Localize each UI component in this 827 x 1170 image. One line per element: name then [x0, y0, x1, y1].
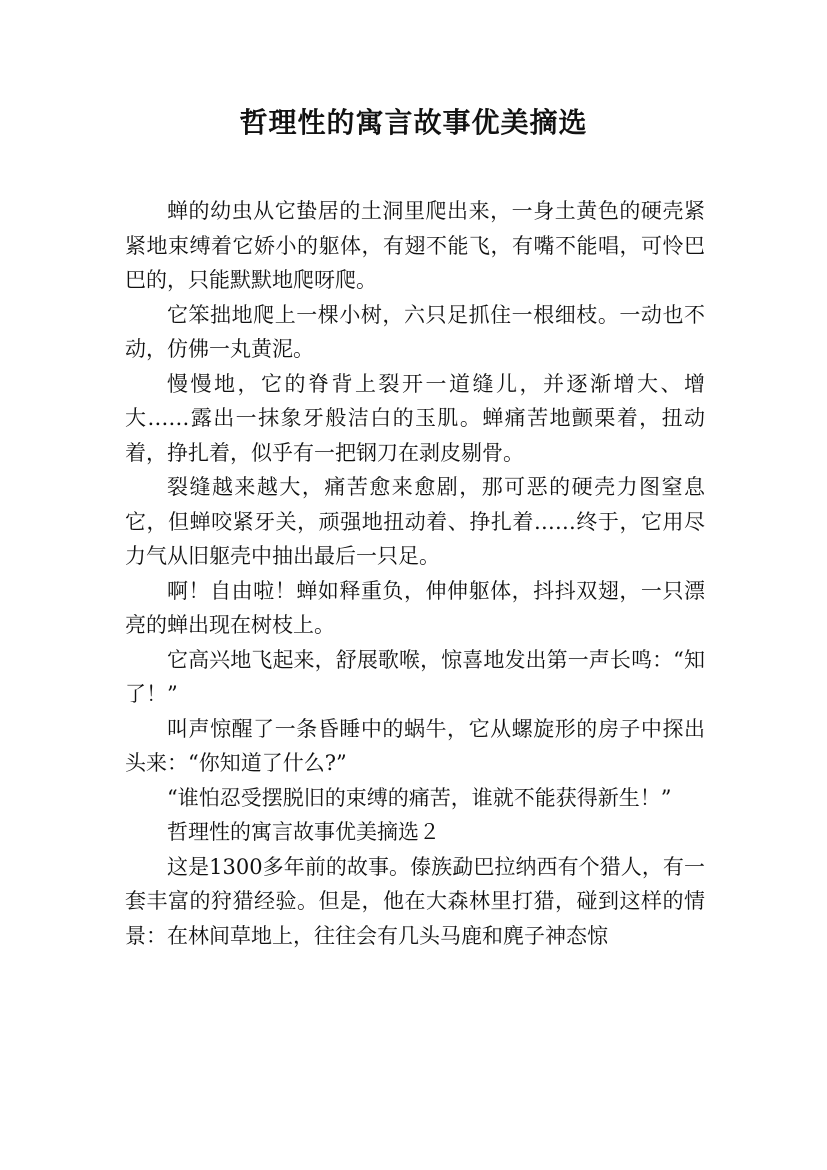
paragraph: 叫声惊醒了一条昏睡中的蜗牛，它从螺旋形的房子中探出头来：“你知道了什么?” [125, 716, 705, 775]
paragraph: 它笨拙地爬上一棵小树，六只足抓住一根细枝。一动也不动，仿佛一丸黄泥。 [125, 302, 705, 361]
paragraph: “谁怕忍受摆脱旧的束缚的痛苦，谁就不能获得新生！” [167, 785, 672, 810]
paragraph: 蝉的幼虫从它蛰居的土洞里爬出来，一身土黄色的硬壳紧紧地束缚着它娇小的躯体，有翅不能飞，有嘴不能唱，可怜巴巴的，只能默默地爬呀爬。 [125, 199, 705, 292]
section-heading: 哲理性的寓言故事优美摘选２ [167, 820, 440, 844]
document-body [125, 194, 705, 953]
paragraph: 它高兴地飞起来，舒展歌喉，惊喜地发出第一声长鸣：“知了！” [125, 647, 705, 706]
paragraph: 啊！自由啦！蝉如释重负，伸伸躯体，抖抖双翅，一只漂亮的蝉出现在树枝上。 [125, 578, 705, 637]
paragraph: 裂缝越来越大，痛苦愈来愈剧，那可恶的硬壳力图窒息它，但蝉咬紧牙关，顽强地扭动着、挣扎着……终于，它用尽力气从旧躯壳中抽出最后一只足。 [125, 475, 705, 568]
paragraph: 慢慢地，它的脊背上裂开一道缝儿，并逐渐增大、增大……露出一抹象牙般洁白的玉肌。蝉痛苦地颤栗着，扭动着，挣扎着，似乎有一把钢刀在剥皮剔骨。 [125, 371, 705, 465]
paragraph: 这是1300多年前的故事。傣族勐巴拉纳西有个猎人，有一套丰富的狩猎经验。但是，他在大森林里打猎，碰到这样的情景：在林间草地上，往往会有几头马鹿和麂子神态惊 [125, 854, 705, 948]
document-title: 哲理性的寓言故事优美摘选 [239, 106, 588, 139]
